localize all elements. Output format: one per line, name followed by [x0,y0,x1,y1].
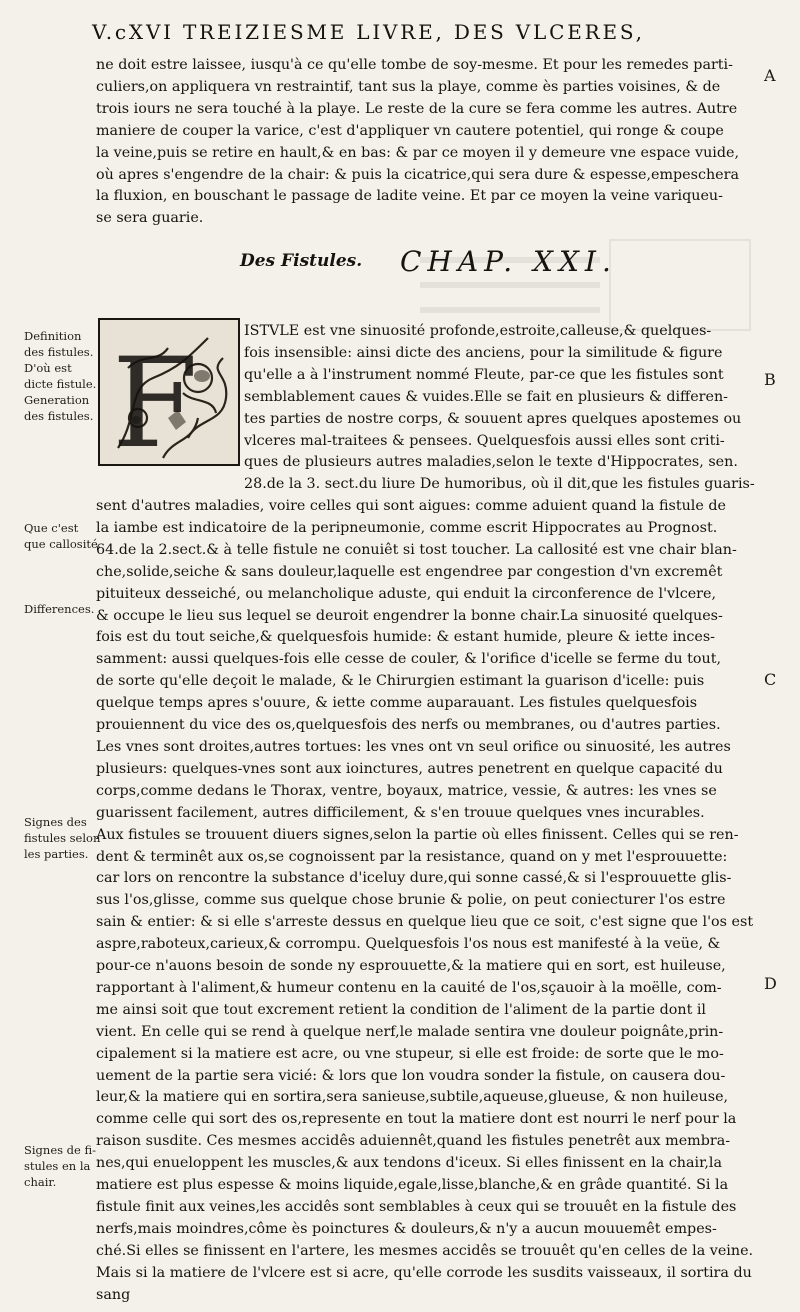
note-line: que callosité. [24,537,102,551]
text-line: aspre,raboteux,carieux,& corrompu. Quelquesfois l'os nous est manifesté à la veüe, & [96,936,721,953]
text-line: vient. En celle qui se rend à quelque nerf,le malade sentira vne douleur poignâte,prin- [96,1023,724,1040]
note-line: Generation [24,393,90,407]
main-paragraph [96,496,756,1307]
text-line: pituiteux desseiché, ou melancholique aduste, qui enduit la circonference de l'vlcere, [96,585,717,602]
margin-note-definition [24,328,96,424]
section-letter-c: C [764,670,777,689]
text-line: quelque temps apres s'ouure, & iette comme auparauant. Les fistules quelquesfois [96,695,698,712]
text-line: rapportant à l'aliment,& humeur contenu en la cauité de l'os,sçauoir à la moëlle, com- [96,979,722,996]
text-line: leur,& la matiere qui en sortira,sera sanieuse,subtile,aqueuse,glueuse, & non huileuse, [96,1089,729,1106]
margin-note-differences [24,601,96,617]
note-line: Definition [24,329,82,343]
text-line: pour-ce n'auons besoin de sonde ny esprouuette,& la matiere qui en sort, est huileuse, [96,958,726,975]
text-line: nerfs,mais moindres,côme ès poinctures & douleurs,& n'y a aucun mouuemêt empes- [96,1220,717,1237]
note-line: dicte fistule. [24,377,97,391]
text-line: vlceres mal-traitees & pensees. Quelquesfois aussi elles sont criti- [244,432,725,449]
text-line: 64.de la 2.sect.& à telle fistule ne conuiêt si tost toucher. La callosité est vne chair blan- [96,541,737,558]
section-letter-d: D [764,974,777,993]
text-line: la iambe est indicatoire de la peripneumonie, comme escrit Hippocrates au Prognost. [96,519,718,536]
text-line: corps,comme dedans le Thorax, ventre, boyaux, matrice, vessie, & autres: les vnes se [96,782,717,799]
margin-note-callosite [24,520,102,552]
text-line: la veine,puis se retire en hault,& en bas: & par ce moyen il y demeure vne espace vuide, [96,144,740,161]
text-line: sent d'autres maladies, voire celles qui sont aigues: comme aduient quand la fistule de [96,498,726,514]
text-line: che,solide,seiche & sans douleur,laquelle est engendree par congestion d'vn excremêt [96,563,723,580]
text-line: sus l'os,glisse, comme sus quelque chose brunie & polie, on peut coniecturer l'os estre [96,892,726,909]
note-line: des fistules. [24,345,94,359]
initial-glyph: F [112,332,199,466]
text-line: car lors on rencontre la substance d'iceluy dure,qui sonne cassé,& si l'esprouuette glis- [96,870,732,887]
text-line: culiers,on appliquera vn restraintif, tant sus la playe, comme ès parties voisines, & de [96,78,721,95]
text-line: guarissent facilement, autres difficilement, & s'en trouue quelques vnes incurables. [96,804,705,821]
text-line: de sorte qu'elle deçoit le malade, & le Chirurgien estimant la guarison d'icelle: puis [96,673,705,690]
chapter-heading [240,245,760,279]
text-line: fistule finit aux veines,les accidês sont semblables à ceux qui se trouuêt en la fistule des [96,1199,737,1215]
text-line: tes parties de nostre corps, & souuent apres quelques apostemes ou [244,410,742,427]
text-line: & occupe le lieu sus lequel se deuroit engendrer la bonne chair.La sinuosité quelques- [96,607,723,624]
text-line: Aux fistules se trouuent diuers signes,selon la partie où elles finissent. Celles qui se ren- [96,826,739,843]
text-line: matiere est plus espesse & moins liquide,egale,lisse,blanche,& en grâde quantité. Si la [96,1177,729,1194]
text-line: sang [96,1286,131,1303]
section-letter-b: B [764,370,776,389]
note-line: les parties. [24,847,89,861]
chapter-number: CHAP. XXI. [400,245,617,278]
note-line: fistules selon [24,831,101,845]
text-line: ISTVLE est vne sinuosité profonde,estroite,calleuse,& quelques- [244,323,712,339]
text-line: maniere de couper la varice, c'est d'appliquer vn cautere potentiel, qui ronge & coupe [96,122,724,139]
text-line: ne doit estre laissee, iusqu'à ce qu'elle tombe de soy-mesme. Et pour les remedes parti- [96,57,733,73]
text-line: ché.Si elles se finissent en l'artere, les mesmes accidês se trouuêt qu'en celles de la veine. [96,1242,754,1259]
text-line: trois iours ne sera touché à la playe. Le reste de la cure se fera comme les autres. Autre [96,100,738,117]
text-line: ques de plusieurs autres maladies,selon le texte d'Hippocrates, sen. [244,454,738,471]
note-line: Signes des [24,815,87,829]
text-line: me ainsi soit que tout excrement retient la condition de l'aliment de la partie dont il [96,1001,706,1018]
ornament-initial-image [98,318,240,466]
chapter-title: Des Fistules. [240,251,363,271]
text-line: nes,qui enueloppent les muscles,& aux tendons d'iceux. Si elles finissent en la chair,la [96,1155,722,1172]
text-line: raison susdite. Ces mesmes accidês aduiennêt,quand les fistules penetrêt aux membra- [96,1133,731,1150]
intro-paragraph [244,321,756,496]
text-line: Les vnes sont droites,autres tortues: les vnes ont vn seul orifice ou sinuosité, les autres [96,738,731,755]
text-line: semblablement caues & vuides.Elle se fait en plusieurs & differen- [244,388,728,405]
text-line: samment: aussi quelques-fois elle cesse de couler, & l'orifice d'icelle se ferme du tout, [96,651,721,668]
text-line: cipalement si la matiere est acre, ou vne stupeur, si elle est froide: de sorte que le mo- [96,1045,724,1062]
note-line: Que c'est [24,521,79,535]
note-line: Signes de fi- [24,1143,97,1157]
text-line: dent & terminêt aux os,se cognoissent par la resistance, quand on y met l'esprouuette: [96,848,728,865]
decorated-initial [98,318,240,466]
text-line: uement de la partie sera vicié: & lors que lon voudra sonder la fistule, on causera dou- [96,1067,726,1084]
text-line: fois est du tout seiche,& quelquesfois humide: & estant humide, pleure & iette inces- [96,629,716,646]
top-paragraph [96,55,756,230]
text-line: sain & entier: & si elle s'arreste dessus en quelque lieu que ce soit, c'est signe que l'os est [96,914,754,931]
text-line: où apres s'engendre de la chair: & puis la cicatrice,qui sera dure & espesse,empeschera [96,166,740,183]
note-line: chair. [24,1175,57,1189]
note-line: des fistules. [24,409,94,423]
margin-note-signes-chair [24,1142,96,1190]
text-line: se sera guarie. [96,210,204,227]
text-line: comme celle qui sort des os,represente en tout la matiere dont est nourri le nerf pour la [96,1111,737,1128]
note-line: stules en la [24,1159,91,1173]
text-line: la fluxion, en bouschant le passage de ladite veine. Et par ce moyen la veine variqueu- [96,188,723,205]
text-line: Mais si la matiere de l'vlcere est si acre, qu'elle corrode les susdits vaisseaux, il sortira du [96,1264,752,1281]
note-line: Differences. [24,602,95,616]
margin-note-signes-parties [24,814,101,862]
text-line: prouiennent du vice des os,quelquesfois des nerfs ou membranes, ou d'autres parties. [96,717,721,734]
text-line: 28.de la 3. sect.du liure De humoribus, où il dit,que les fistules guaris- [244,476,755,493]
text-line: plusieurs: quelques-vnes sont aux ioinctures, autres penetrent en quelque capacité du [96,760,723,777]
running-head: V.cXVI TREIZIESME LIVRE, DES VLCERES, [92,20,645,44]
section-letter-a: A [764,66,776,85]
text-line: qu'elle a à l'instrument nommé Fleute, par-ce que les fistules sont [244,366,724,383]
text-line: fois insensible: ainsi dicte des anciens, pour la similitude & figure [244,344,723,361]
note-line: D'où est [24,361,72,375]
